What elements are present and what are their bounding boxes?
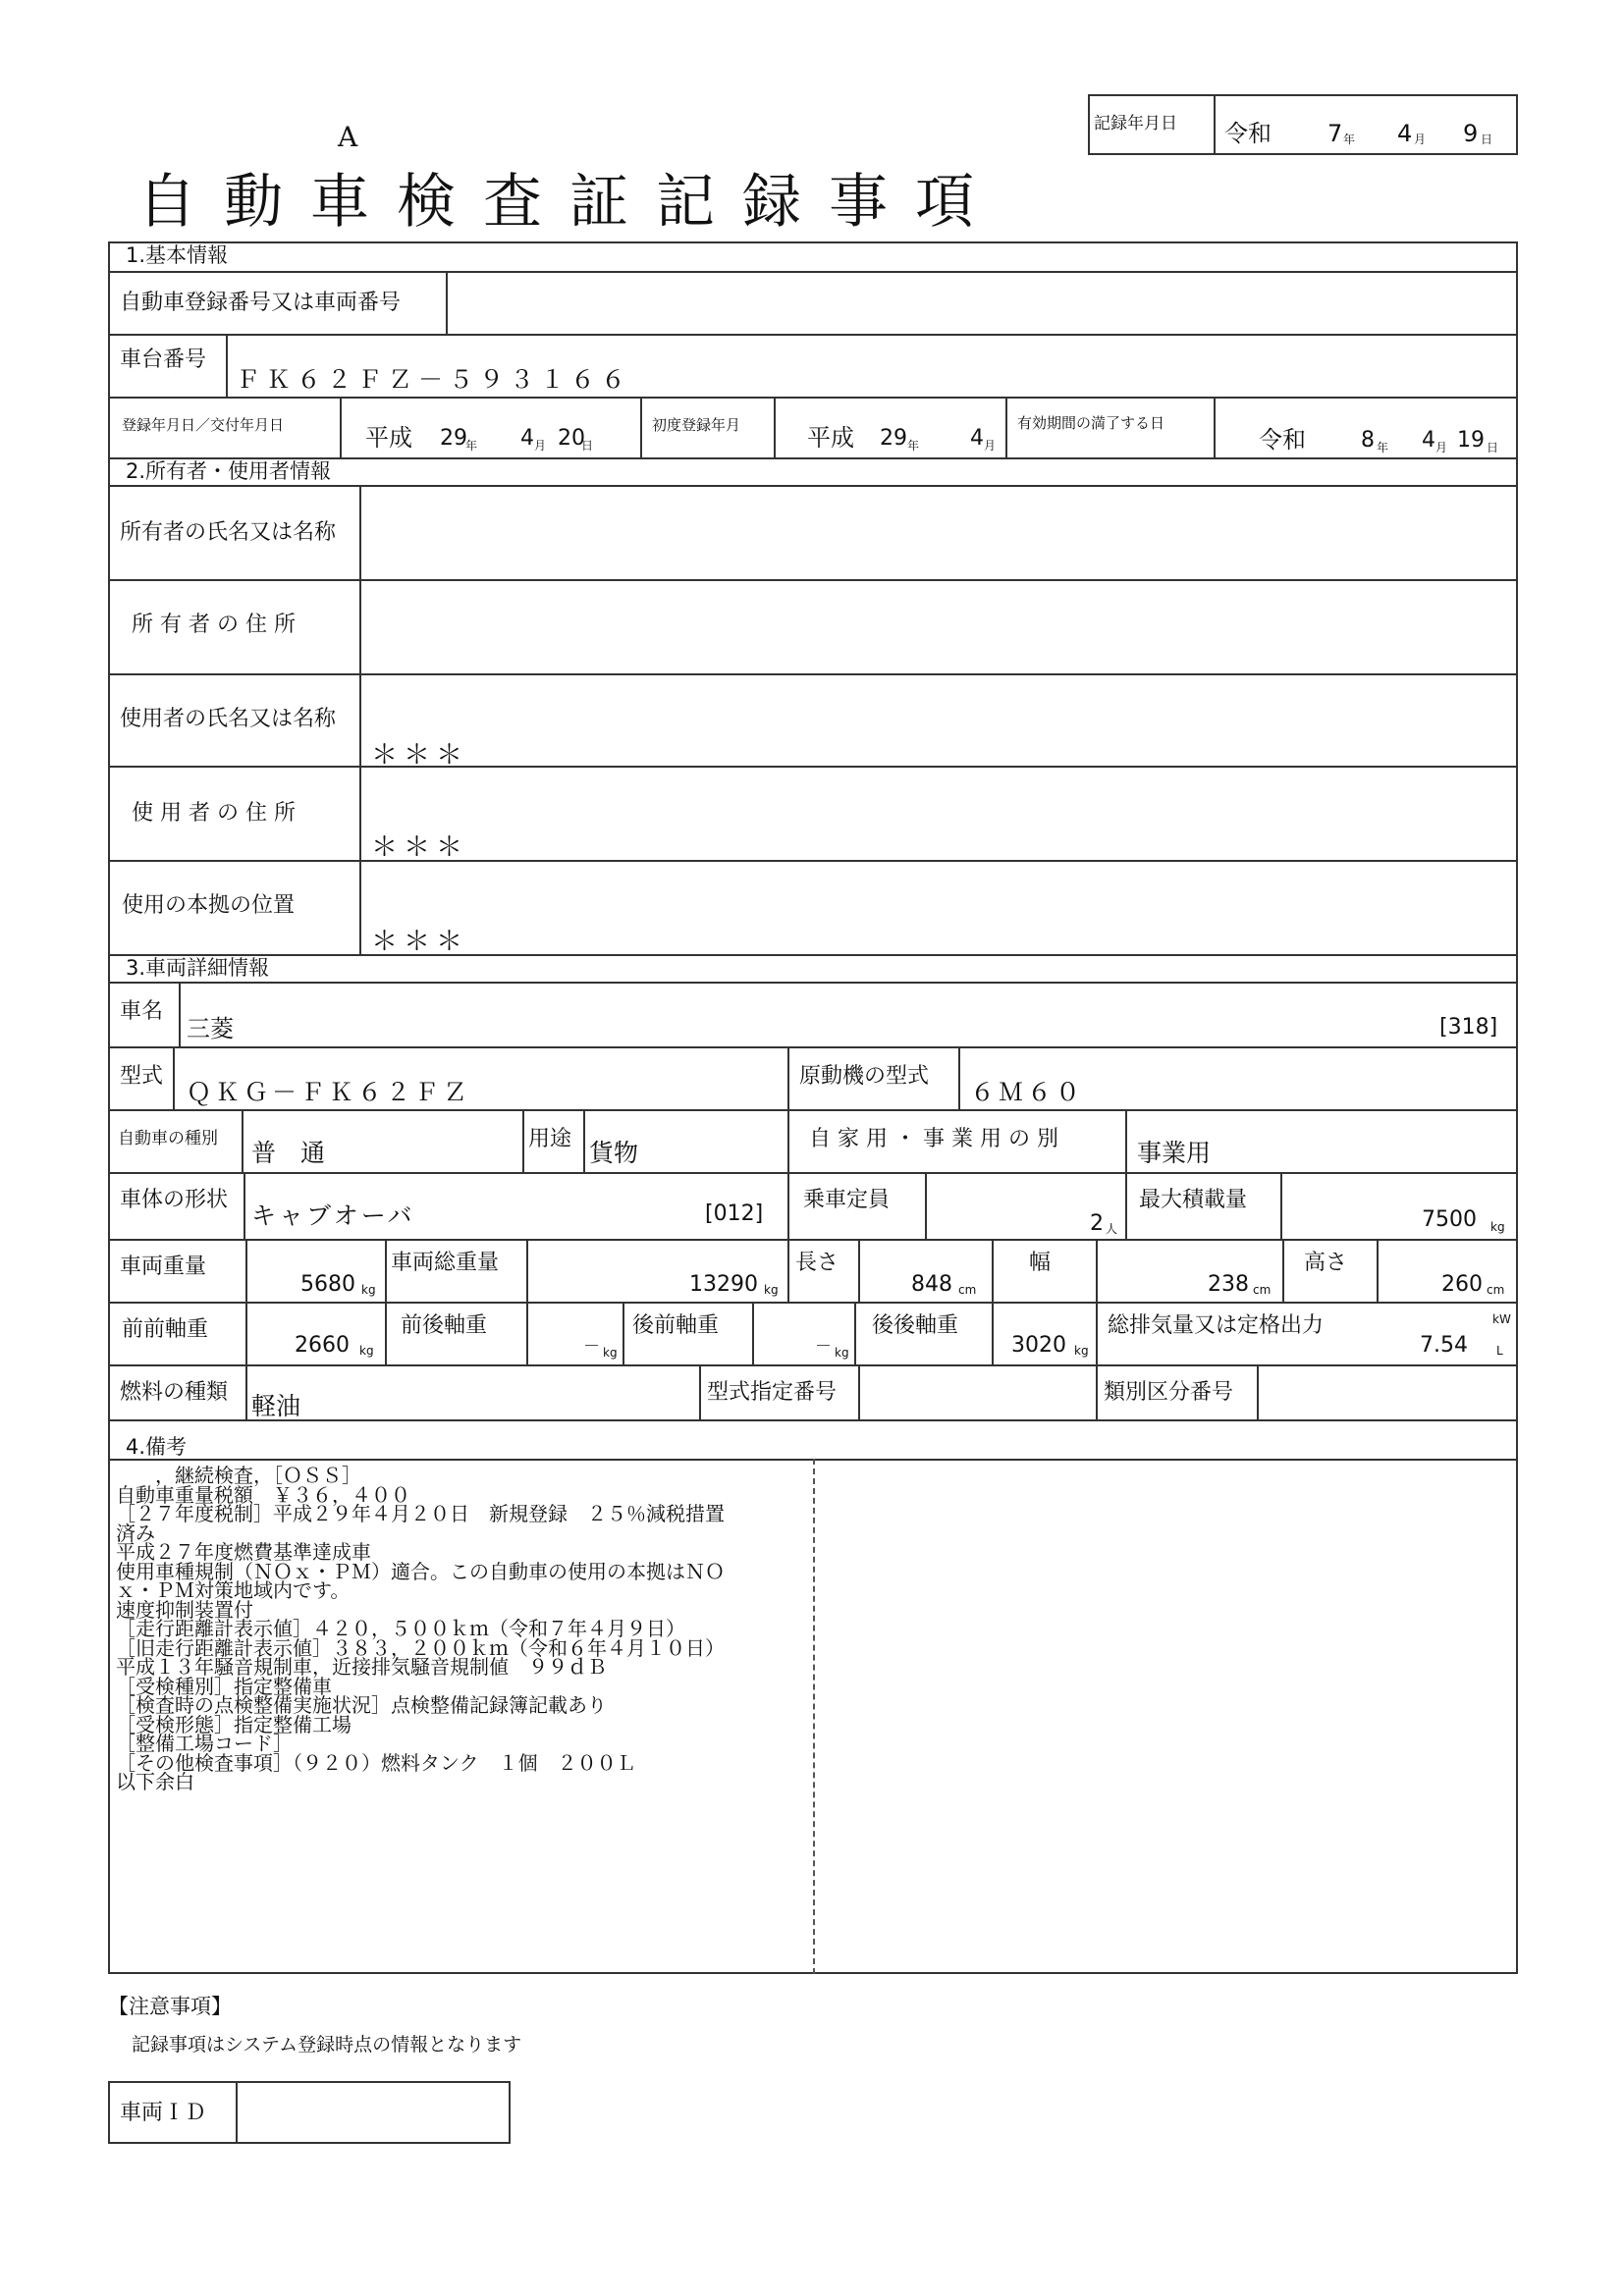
gross-weight-label: 車両総重量 [391, 1251, 500, 1275]
remarks-line: 平成１３年騒音規制車，近接排気騒音規制値 ９９ｄＢ [116, 1655, 607, 1679]
height-unit: cm [1487, 1283, 1505, 1297]
record-date-day: 9 [1463, 120, 1479, 147]
expiry-era: 令和 [1259, 426, 1306, 454]
front-rear-axle-unit: kg [603, 1346, 618, 1360]
use-label: 用途 [528, 1127, 572, 1151]
vehicle-kind-value: 普 通 [251, 1139, 326, 1167]
first-reg-month-unit: 月 [984, 439, 997, 453]
remarks-line: ［受検形態］指定整備工場 [116, 1712, 352, 1736]
body-shape-value: キャブオーバ [251, 1201, 415, 1230]
remarks-line: 平成２７年度燃費基準達成車 [116, 1540, 371, 1564]
remarks-line: 自動車重量税額 ￥３６，４００ [116, 1482, 410, 1507]
displacement-unit-kw: kW [1492, 1312, 1511, 1326]
section-basic-heading: 1.基本情報 [126, 243, 229, 267]
remarks-line: ，継続検査，［ＯＳＳ］ [116, 1464, 361, 1487]
reg-date-day: 20 [558, 426, 585, 451]
notice-title: 【注意事項】 [108, 1995, 232, 2018]
user-address-value: ＊＊＊ [371, 832, 468, 863]
length-value: 848 [911, 1272, 952, 1297]
record-date-label: 記録年月日 [1094, 114, 1177, 133]
class-number-label: 類別区分番号 [1104, 1380, 1234, 1405]
type-cert-label: 型式指定番号 [707, 1380, 838, 1405]
remarks-line: 速度抑制装置付 [116, 1597, 253, 1622]
remarks-line: ［受検種別］指定整備車 [116, 1674, 332, 1698]
car-name-label: 車名 [120, 999, 164, 1024]
private-business-value: 事業用 [1137, 1139, 1212, 1167]
vehicle-weight-unit: kg [361, 1283, 376, 1297]
first-reg-label: 初度登録年月 [652, 416, 741, 434]
reg-date-year: 29 [440, 426, 467, 451]
vehicle-weight-value: 5680 [300, 1272, 355, 1297]
expiry-month-unit: 月 [1435, 441, 1448, 454]
chassis-label: 車台番号 [120, 347, 207, 372]
owner-name-label: 所有者の氏名又は名称 [120, 520, 337, 545]
corner-mark: A [338, 121, 358, 153]
gross-weight-value: 13290 [689, 1272, 758, 1297]
max-load-unit: kg [1490, 1220, 1505, 1234]
user-name-label: 使用者の氏名又は名称 [120, 707, 337, 731]
reg-date-label: 登録年月日／交付年月日 [122, 416, 285, 434]
length-unit: cm [958, 1283, 977, 1297]
width-value: 238 [1208, 1272, 1249, 1297]
expiry-day-unit: 日 [1487, 441, 1499, 454]
owner-address-label: 所 有 者 の 住 所 [132, 613, 296, 637]
user-address-label: 使 用 者 の 住 所 [132, 801, 296, 826]
expiry-day: 19 [1457, 428, 1485, 453]
first-reg-month: 4 [970, 426, 984, 451]
front-front-axle-value: 2660 [295, 1333, 350, 1358]
vehicle-weight-label: 車両重量 [120, 1255, 207, 1279]
record-date-era: 令和 [1224, 120, 1272, 147]
base-location-value: ＊＊＊ [371, 927, 468, 957]
vehicle-kind-label: 自動車の種別 [118, 1129, 218, 1148]
remarks-line: 使用車種規制（ＮＯｘ・ＰＭ）適合。この自動車の使用の本拠はＮＯ [116, 1559, 725, 1583]
remarks-divider [813, 1459, 815, 1974]
model-label: 型式 [120, 1064, 164, 1089]
fuel-type-label: 燃料の種類 [120, 1380, 229, 1405]
remarks-line: 済み [116, 1521, 155, 1545]
height-label: 高さ [1304, 1251, 1348, 1275]
gross-weight-unit: kg [764, 1283, 779, 1297]
day-unit: 日 [1481, 133, 1493, 146]
section-remarks-heading: 4.備考 [126, 1435, 188, 1459]
page-title: 自動車検査証記録事項 [137, 168, 1001, 237]
rear-rear-axle-label: 後後軸重 [872, 1313, 959, 1338]
front-front-axle-unit: kg [359, 1344, 374, 1358]
reg-number-label: 自動車登録番号又は車両番号 [120, 291, 402, 315]
reg-date-day-unit: 日 [581, 439, 594, 453]
car-name-value: 三菱 [187, 1015, 234, 1042]
remarks-line: ［整備工場コード］ [116, 1732, 293, 1755]
fuel-type-value: 軽油 [251, 1392, 301, 1420]
rear-rear-axle-unit: kg [1074, 1344, 1089, 1358]
displacement-unit-l: L [1496, 1344, 1503, 1358]
remarks-line: ［検査時の点検整備実施状況］点検整備記録簿記載あり [116, 1693, 607, 1717]
first-reg-era: 平成 [807, 424, 854, 452]
use-value: 貨物 [589, 1139, 639, 1167]
year-unit: 年 [1343, 133, 1356, 146]
rear-front-axle-unit: kg [835, 1346, 849, 1360]
section-owner-heading: 2.所有者・使用者情報 [126, 459, 332, 483]
expiry-label: 有効期間の満了する日 [1017, 414, 1165, 432]
month-unit: 月 [1414, 133, 1427, 146]
model-value: ＱＫＧ－ＦＫ６２ＦＺ [187, 1078, 472, 1106]
remarks-line: 以下余白 [116, 1770, 194, 1793]
engine-model-value: ６Ｍ６０ [970, 1078, 1085, 1106]
front-rear-axle-label: 前後軸重 [401, 1313, 488, 1338]
front-front-axle-label: 前前軸重 [122, 1317, 209, 1342]
rear-rear-axle-value: 3020 [1011, 1333, 1066, 1358]
remarks-line: ｘ・ＰＭ対策地域内です。 [116, 1578, 351, 1602]
first-reg-year: 29 [880, 426, 907, 451]
user-name-value: ＊＊＊ [371, 740, 468, 771]
remarks-line: ［その他検査事項］（９２０）燃料タンク １個 ２００Ｌ [116, 1750, 636, 1775]
max-load-value: 7500 [1422, 1207, 1477, 1232]
width-label: 幅 [1029, 1251, 1052, 1275]
chassis-value: ＦＫ６２ＦＺ－５９３１６６ [236, 365, 632, 394]
remarks-line: ［２７年度税制］平成２９年４月２０日 新規登録 ２５％減税措置 [116, 1502, 725, 1525]
expiry-year-unit: 年 [1377, 441, 1389, 454]
displacement-value: 7.54 [1420, 1333, 1468, 1358]
car-name-code: [318] [1439, 1015, 1498, 1040]
reg-date-month: 4 [520, 426, 534, 451]
expiry-year: 8 [1361, 428, 1375, 453]
max-load-label: 最大積載量 [1139, 1188, 1248, 1212]
reg-date-month-unit: 月 [534, 439, 547, 453]
remarks-text [116, 1464, 809, 1793]
base-location-label: 使用の本拠の位置 [122, 893, 296, 918]
height-value: 260 [1441, 1272, 1483, 1297]
capacity-unit: 人 [1106, 1222, 1118, 1236]
capacity-label: 乗車定員 [803, 1188, 891, 1212]
width-unit: cm [1253, 1283, 1272, 1297]
engine-model-label: 原動機の型式 [799, 1064, 930, 1089]
record-date-month: 4 [1397, 120, 1413, 147]
reg-date-year-unit: 年 [465, 439, 478, 453]
first-reg-year-unit: 年 [907, 439, 920, 453]
vehicle-id-label: 車両ＩＤ [120, 2101, 207, 2125]
displacement-label: 総排気量又は定格出力 [1108, 1313, 1325, 1338]
notice-text: 記録事項はシステム登録時点の情報となります [132, 2034, 522, 2056]
private-business-label: 自 家 用 ・ 事 業 用 の 別 [809, 1127, 1058, 1151]
front-rear-axle-value: － [583, 1337, 600, 1357]
capacity-value: 2 [1090, 1211, 1104, 1236]
reg-date-era: 平成 [365, 424, 412, 452]
expiry-month: 4 [1422, 428, 1435, 453]
section-vehicle-heading: 3.車両詳細情報 [126, 956, 270, 980]
body-shape-code: [012] [705, 1201, 764, 1226]
rear-front-axle-label: 後前軸重 [632, 1313, 720, 1338]
remarks-line: ［旧走行距離計表示値］３８３，２００ｋｍ（令和６年４月１０日） [116, 1635, 725, 1660]
record-date-year: 7 [1327, 120, 1343, 147]
rear-front-axle-value: － [815, 1337, 832, 1357]
length-label: 長さ [795, 1251, 839, 1275]
remarks-line: ［走行距離計表示値］４２０，５００ｋｍ（令和７年４月９日） [116, 1617, 685, 1640]
body-shape-label: 車体の形状 [120, 1188, 229, 1212]
